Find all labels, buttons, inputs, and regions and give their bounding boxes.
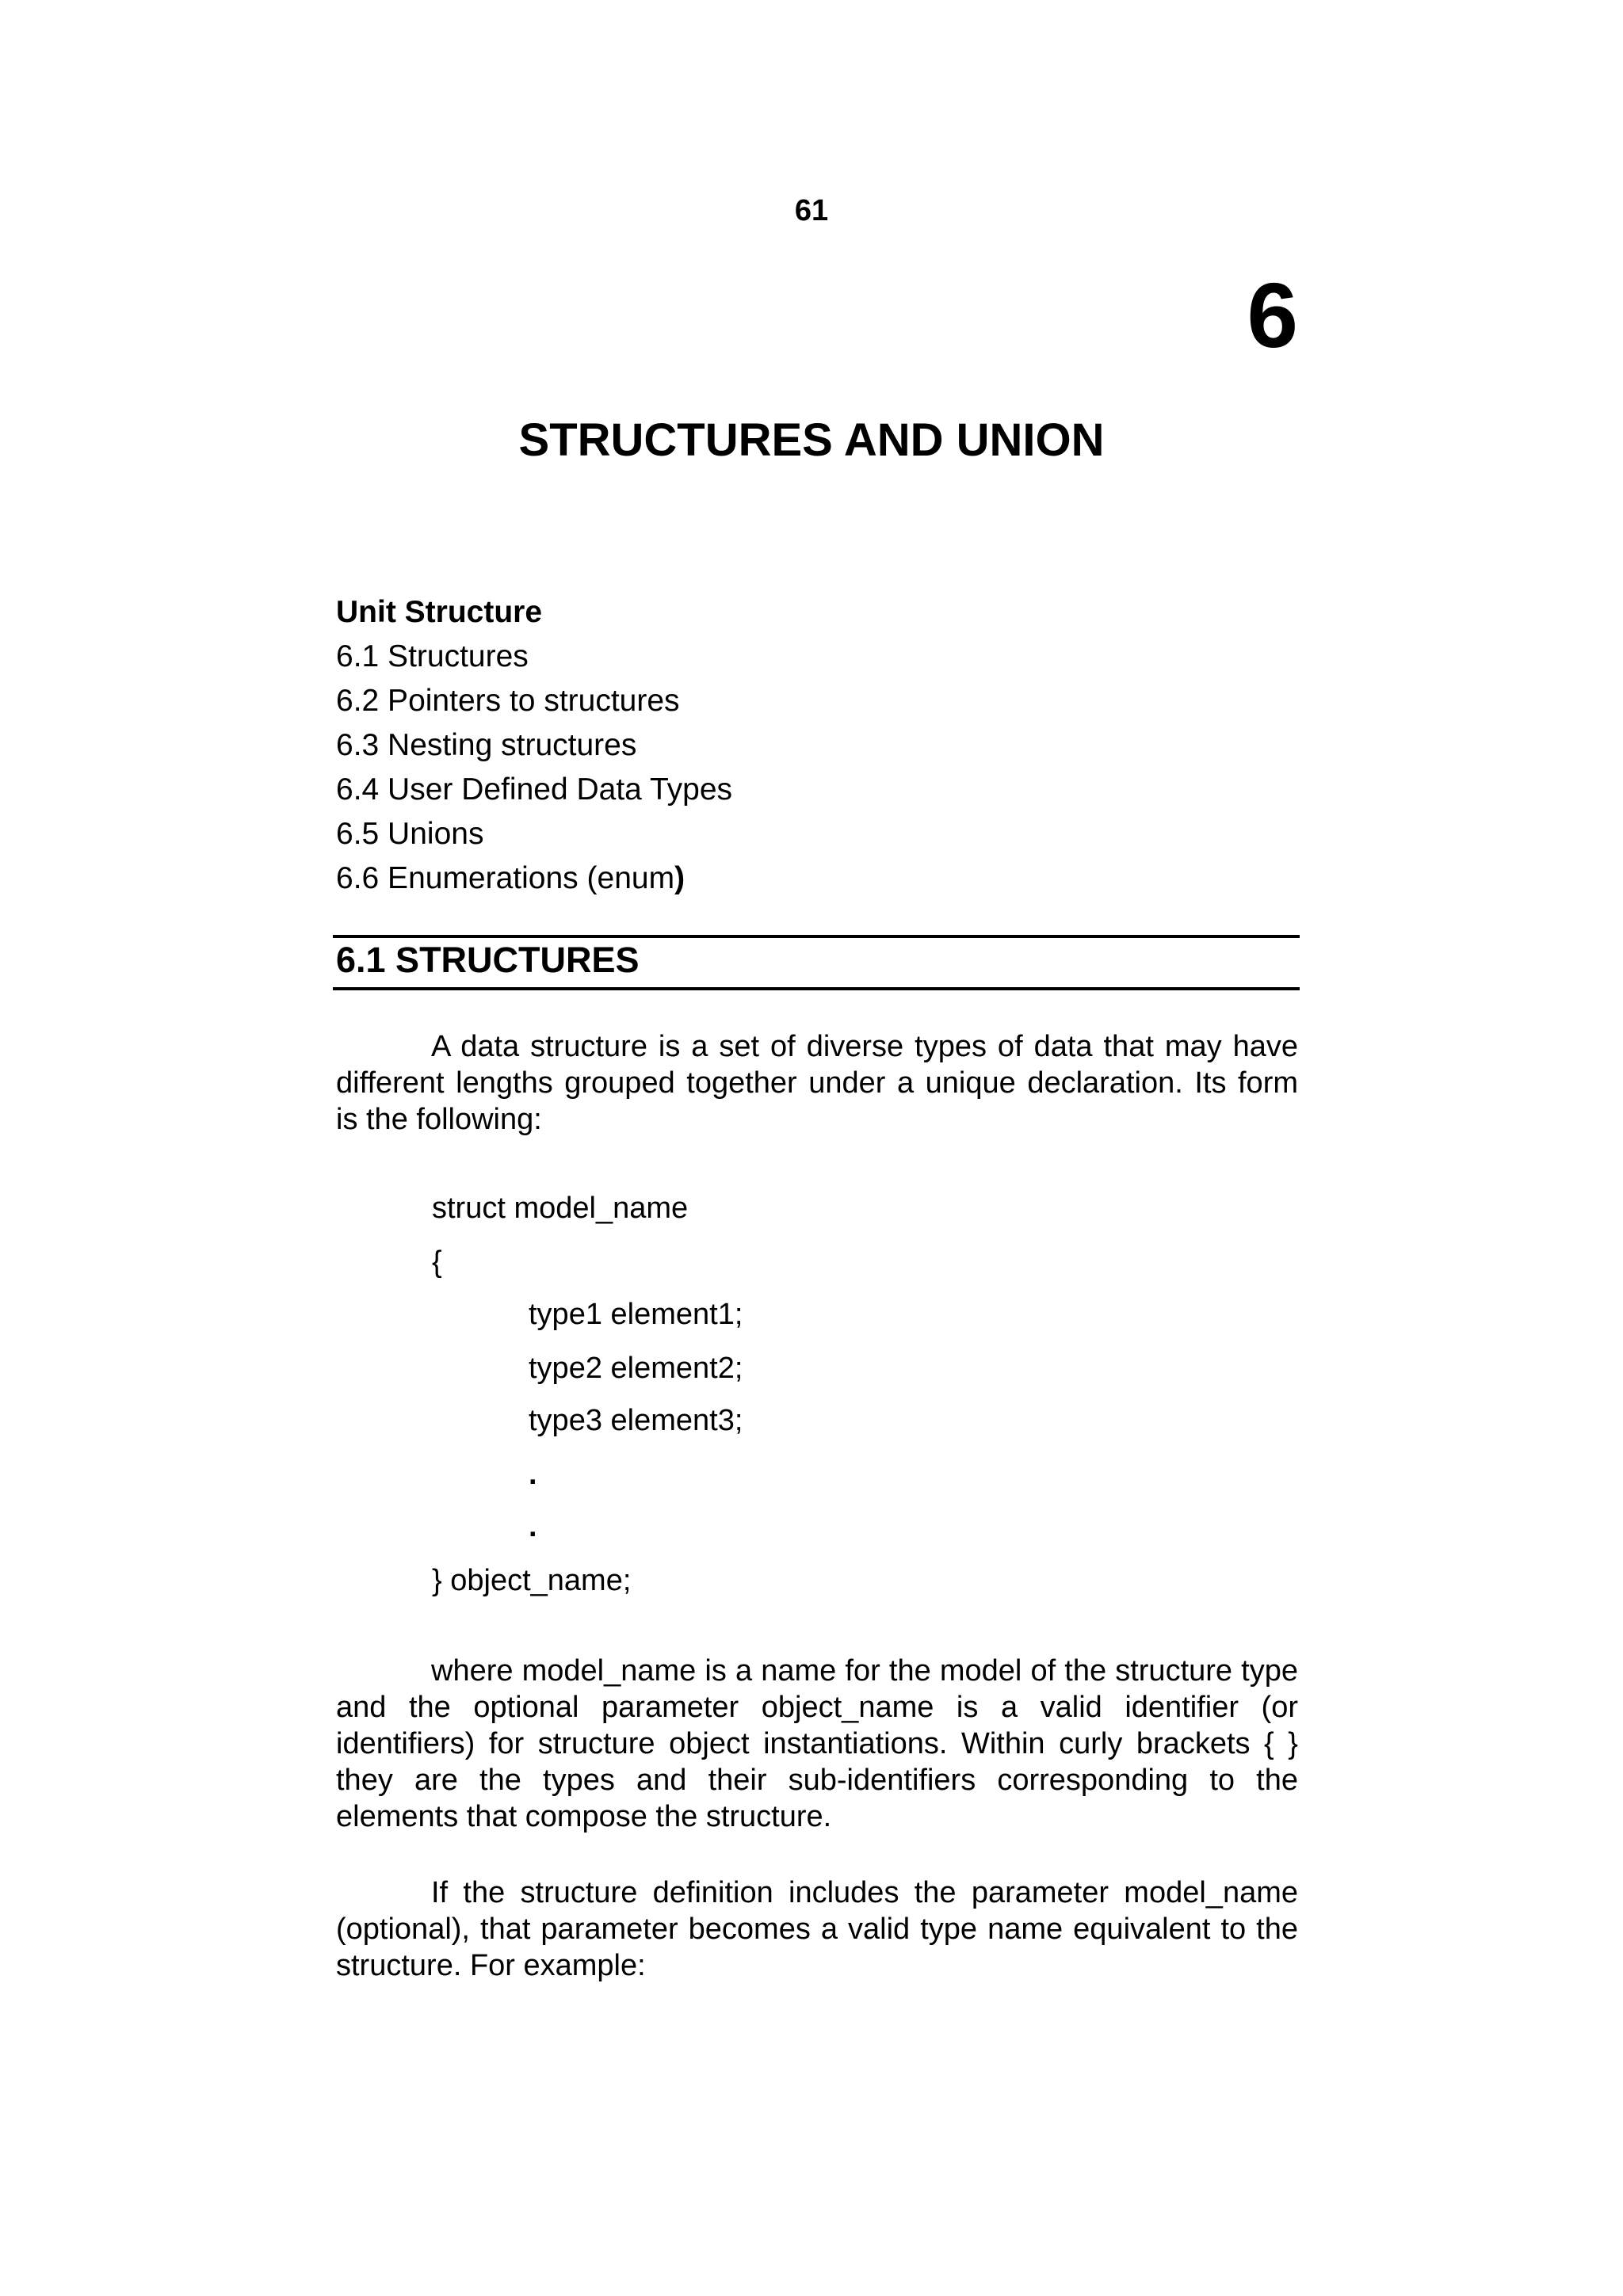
- chapter-number: 6: [1247, 264, 1298, 367]
- code-line: struct model_name: [432, 1192, 689, 1225]
- toc-item-closing-paren: ): [674, 861, 685, 895]
- toc-item-text: 6.6 Enumerations (enum: [336, 861, 675, 895]
- code-line: {: [432, 1245, 442, 1279]
- unit-structure-heading: Unit Structure: [336, 595, 543, 629]
- example-intro-paragraph: If the structure definition includes the parameter model_name (optional), that parameter becomes a valid type name equivalent to the structure. For example:: [336, 1876, 1298, 1982]
- section-heading: 6.1 STRUCTURES: [336, 940, 640, 980]
- toc-item: 6.5 Unions: [336, 817, 484, 851]
- chapter-title: STRUCTURES AND UNION: [518, 414, 1105, 466]
- intro-paragraph: A data structure is a set of diverse types of data that may have different lengths grouped together under a unique declaration. Its form is the following:: [336, 1030, 1298, 1136]
- unit-structure: [336, 590, 732, 901]
- toc-item: 6.3 Nesting structures: [336, 728, 637, 762]
- toc-item: [336, 856, 732, 901]
- toc-item: 6.1 Structures: [336, 639, 529, 673]
- section-rule-bottom: [333, 987, 1300, 990]
- toc-item: 6.4 User Defined Data Types: [336, 772, 733, 807]
- code-line: .: [529, 1510, 537, 1543]
- code-line: type3 element3;: [529, 1404, 743, 1437]
- section-rule-top: [333, 935, 1300, 938]
- explanation-paragraph: where model_name is a name for the model of the structure type and the optional parameter object_name is a valid identifier (or identifiers) for structure object instantiations. Within curly brackets { } they are the types and their sub-identifiers corresponding to the elements that compose the structure.: [336, 1654, 1298, 1833]
- code-line: } object_name;: [432, 1564, 632, 1597]
- page-number: 61: [794, 194, 829, 227]
- code-line: .: [529, 1458, 537, 1491]
- code-line: type1 element1;: [529, 1298, 743, 1331]
- code-line: type2 element2;: [529, 1352, 743, 1385]
- toc-item: 6.2 Pointers to structures: [336, 684, 680, 718]
